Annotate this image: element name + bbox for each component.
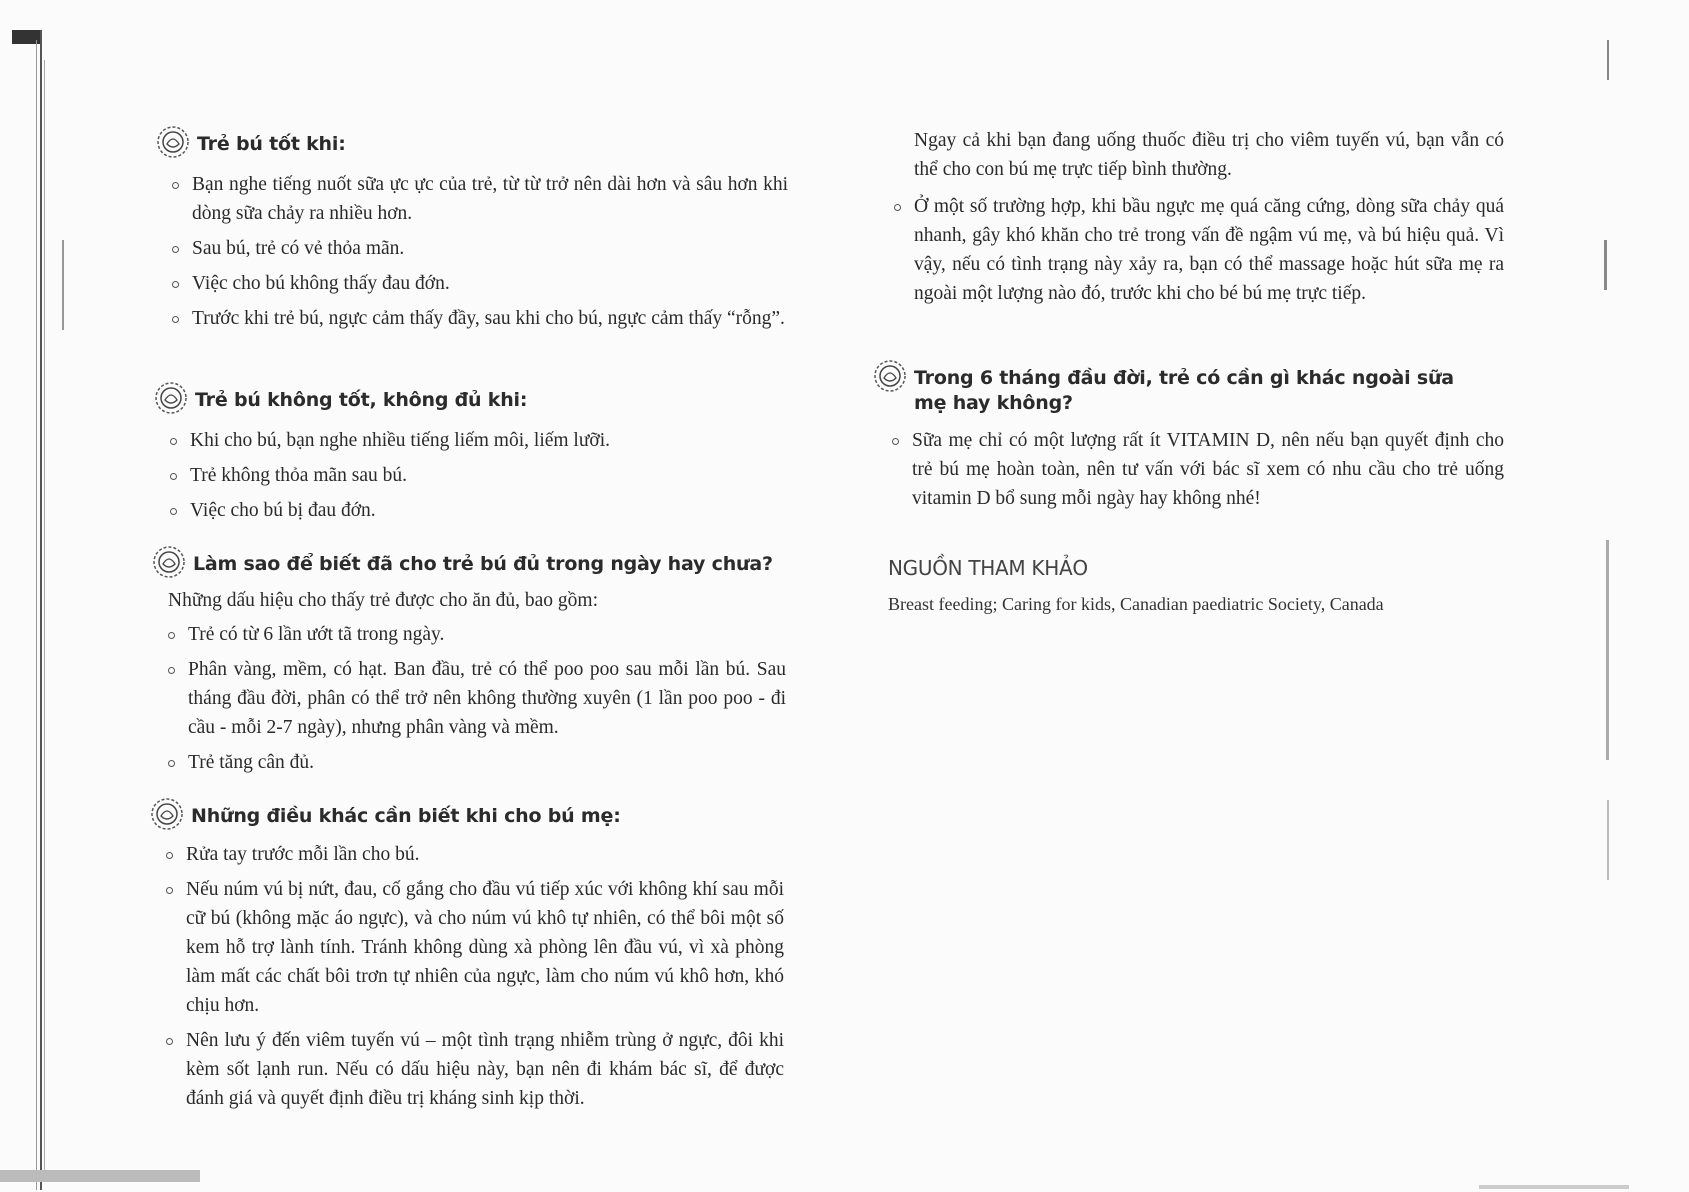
section-list: [888, 426, 1504, 519]
list-item: Sau bú, trẻ có vẻ thỏa mãn.: [168, 234, 788, 263]
list-item: Trẻ không thỏa mãn sau bú.: [166, 461, 786, 490]
section-list: [168, 170, 788, 339]
list-item: Nên lưu ý đến viêm tuyến vú – một tình trạng nhiễm trùng ở ngực, đôi khi kèm sốt lạnh run. Nếu có dấu hiệu này, bạn nên đi khám bác sĩ, để được đánh giá và quyết định điều trị kháng sinh kịp thời.: [162, 1026, 784, 1113]
section-heading: Trẻ bú tốt khi:: [155, 132, 346, 160]
reference-title: NGUỒN THAM KHẢO: [888, 556, 1088, 580]
list-item: Trước khi trẻ bú, ngực cảm thấy đầy, sau khi cho bú, ngực cảm thấy “rỗng”.: [168, 304, 788, 333]
list-item: Nếu núm vú bị nứt, đau, cố gắng cho đầu vú tiếp xúc với không khí sau mỗi cữ bú (không mặc áo ngực), và cho núm vú khô tự nhiên, có thể bôi một số kem hỗ trợ lành tính. Tránh không dùng xà phòng lên đầu vú, vì xà phòng làm mất các chất bôi trơn tự nhiên của ngực, làm cho núm vú khô hơn, khó chịu hơn.: [162, 875, 784, 1020]
list-item: Rửa tay trước mỗi lần cho bú.: [162, 840, 784, 869]
list-item: Trẻ tăng cân đủ.: [164, 748, 786, 777]
reference-text: Breast feeding; Caring for kids, Canadian paediatric Society, Canada: [888, 594, 1384, 614]
breastfeeding-emblem-icon: [872, 358, 908, 394]
section-heading: Trong 6 tháng đầu đời, trẻ có cần gì khác ngoài sữa mẹ hay không?: [872, 366, 1492, 416]
list-item: Sữa mẹ chỉ có một lượng rất ít VITAMIN D, nên nếu bạn quyết định cho trẻ bú mẹ hoàn toàn, nên tư vấn với bác sĩ xem có nhu cầu cho trẻ uống vitamin D bổ sung mỗi ngày hay không nhé!: [888, 426, 1504, 513]
list-item: Bạn nghe tiếng nuốt sữa ực ực của trẻ, từ từ trở nên dài hơn và sâu hơn khi dòng sữa chảy ra nhiều hơn.: [168, 170, 788, 228]
section-intro: Những dấu hiệu cho thấy trẻ được cho ăn đủ, bao gồm:: [168, 590, 599, 611]
breastfeeding-emblem-icon: [153, 380, 189, 416]
list-item: Trẻ có từ 6 lần ướt tã trong ngày.: [164, 620, 786, 649]
section-list: [166, 426, 786, 531]
section-heading: Làm sao để biết đã cho trẻ bú đủ trong ngày hay chưa?: [151, 552, 773, 580]
breastfeeding-emblem-icon: [151, 544, 187, 580]
section-heading: Trẻ bú không tốt, không đủ khi:: [153, 388, 527, 416]
list-item: Ở một số trường hợp, khi bầu ngực mẹ quá căng cứng, dòng sữa chảy quá nhanh, gây khó khăn cho trẻ trong vấn đề ngậm vú mẹ, và bú hiệu quả. Vì vậy, nếu có tình trạng này xảy ra, bạn có thể massage hoặc hút sữa mẹ ra ngoài một lượng nào đó, trước khi cho bé bú mẹ trực tiếp.: [890, 192, 1504, 308]
list-item: Khi cho bú, bạn nghe nhiều tiếng liếm môi, liếm lưỡi.: [166, 426, 786, 455]
section-heading: Những điều khác cần biết khi cho bú mẹ:: [149, 804, 621, 832]
section-list: [164, 620, 786, 783]
list-item: Việc cho bú bị đau đớn.: [166, 496, 786, 525]
list-item: Phân vàng, mềm, có hạt. Ban đầu, trẻ có thể poo poo sau mỗi lần bú. Sau tháng đầu đời, phân có thể trở nên không thường xuyên (1 lần poo poo - đi cầu - mỗi 2-7 ngày), nhưng phân vàng và mềm.: [164, 655, 786, 742]
breastfeeding-emblem-icon: [155, 124, 191, 160]
section-list: [162, 840, 784, 1119]
scan-right-edge: [1549, 0, 1689, 1192]
scan-binding-edge: [0, 0, 60, 1192]
continued-paragraph: Ngay cả khi bạn đang uống thuốc điều trị cho viêm tuyến vú, bạn vẫn có thể cho con bú mẹ trực tiếp bình thường.: [914, 130, 1504, 180]
section-list: [890, 192, 1504, 314]
list-item: Việc cho bú không thấy đau đớn.: [168, 269, 788, 298]
breastfeeding-emblem-icon: [149, 796, 185, 832]
